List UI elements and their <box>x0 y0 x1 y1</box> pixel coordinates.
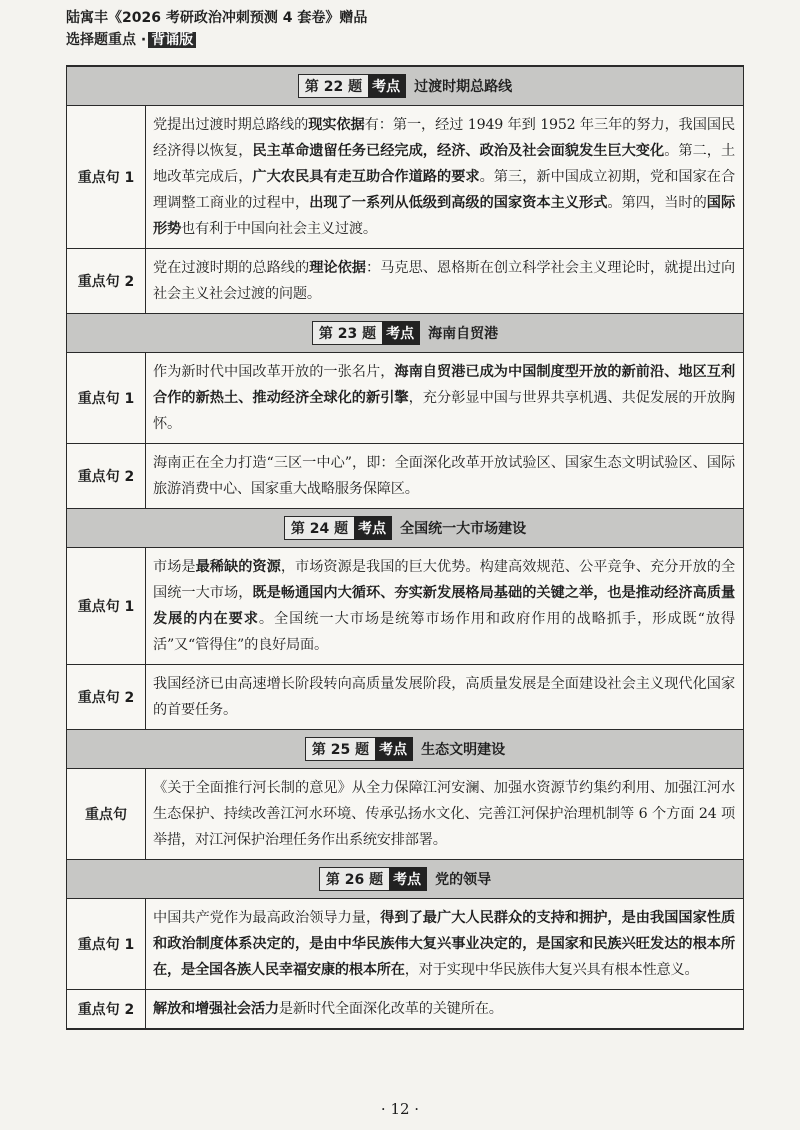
row-label: 重点句 1 <box>67 899 146 989</box>
text-segment: 我国经济已由高速增长阶段转向高质量发展阶段，高质量发展是全面建设社会主义现代化国家的首要任务。 <box>153 676 735 718</box>
subtitle-text: 选择题重点 · <box>66 32 147 48</box>
text-segment: 。第四，当时的 <box>607 195 707 211</box>
exam-point-tag: 考点 <box>354 516 392 540</box>
section-topic: 党的领导 <box>435 872 492 888</box>
table-row <box>67 444 743 509</box>
document-title: 陆寓丰《2026 考研政治冲刺预测 4 套卷》赠品 <box>66 10 368 26</box>
text-segment: ：马克思、恩格斯在创立科学社会主义理论时，就提出过向社会主义社会过渡的问题。 <box>153 260 735 302</box>
text-segment: 《关于全面推行河长制的意见》从全力保障江河安澜、加强水资源节约集约利用、加强江河水生态保护、持续改善江河水环境、传承弘扬水文化、完善江河保护治理机制等 6 个方面 24 项举措，对江河保护治理任务作出系统安排部署。 <box>153 780 735 848</box>
text-segment: 。第二，土地改革完成后， <box>153 143 735 185</box>
table-row <box>67 106 743 249</box>
emphasized-text: 解放和增强社会活力 <box>153 1001 279 1017</box>
row-text <box>146 899 743 989</box>
text-segment: ，市场资源是我国的巨大优势。构建高效规范、公平竞争、充分开放的全国统一大市场， <box>153 559 735 601</box>
text-segment: ，对于实现中华民族伟大复兴具有根本性意义。 <box>404 962 699 978</box>
row-label: 重点句 1 <box>67 106 146 248</box>
row-label: 重点句 2 <box>67 249 146 313</box>
row-text <box>146 353 743 443</box>
question-number: 第 22 题 <box>298 74 369 98</box>
page-header <box>66 8 367 50</box>
row-text <box>146 444 743 508</box>
text-segment: 是新时代全面深化改革的关键所在。 <box>278 1001 503 1017</box>
exam-point-tag: 考点 <box>368 74 406 98</box>
emphasized-text: 出现了一系列从低级到高级的国家资本主义形式 <box>309 195 608 211</box>
table-row <box>67 769 743 860</box>
emphasized-text: 得到了最广大人民群众的支持和拥护，是由我国国家性质和政治制度体系决定的，是由中华民族伟大复兴事业决定的，是国家和民族兴旺发达的根本所在，是全国各族人民幸福安康的根本所在 <box>153 910 735 978</box>
row-label: 重点句 2 <box>67 444 146 508</box>
section-header <box>67 314 743 353</box>
table-row <box>67 548 743 665</box>
section-header <box>67 730 743 769</box>
text-segment: 。全国统一大市场是统筹市场作用和政府作用的战略抓手，形成既“放得活”又“管得住”的良好局面。 <box>153 611 736 653</box>
row-label: 重点句 <box>67 769 146 859</box>
section-topic: 海南自贸港 <box>428 326 499 342</box>
emphasized-text: 海南自贸港已成为中国制度型开放的新前沿、地区互利合作的新热土、推动经济全球化的新引擎 <box>153 364 735 406</box>
row-text <box>146 548 743 664</box>
text-segment: 中国共产党作为最高政治领导力量， <box>153 910 381 926</box>
section-topic: 过渡时期总路线 <box>414 79 513 95</box>
text-segment: 党在过渡时期的总路线的 <box>153 260 310 276</box>
section-header <box>67 67 743 106</box>
section-header <box>67 860 743 899</box>
table-row <box>67 665 743 730</box>
key-points-table <box>66 65 744 1030</box>
row-label: 重点句 2 <box>67 990 146 1028</box>
row-text <box>146 990 743 1028</box>
section-header <box>67 509 743 548</box>
question-number: 第 23 题 <box>312 321 383 345</box>
text-segment: 也有利于中国向社会主义过渡。 <box>180 221 377 237</box>
row-text <box>146 249 743 313</box>
table-row <box>67 353 743 444</box>
row-text <box>146 665 743 729</box>
exam-point-tag: 考点 <box>382 321 420 345</box>
table-row <box>67 899 743 990</box>
text-segment: 作为新时代中国改革开放的一张名片， <box>153 364 395 380</box>
emphasized-text: 既是畅通国内大循环、夯实新发展格局基础的关键之举，也是推动经济高质量发展的内在要求 <box>153 585 735 627</box>
row-label: 重点句 1 <box>67 353 146 443</box>
table-row <box>67 990 743 1028</box>
text-segment: 有：第一，经过 1949 年到 1952 年三年的努力，我国国民经济得以恢复， <box>153 117 735 159</box>
section-topic: 全国统一大市场建设 <box>400 521 527 537</box>
question-number: 第 25 题 <box>305 737 376 761</box>
text-segment: 。第三，新中国成立初期，党和国家在合理调整工商业的过程中， <box>153 169 735 211</box>
table-row <box>67 249 743 314</box>
emphasized-text: 理论依据 <box>309 260 367 276</box>
text-segment: 党提出过渡时期总路线的 <box>153 117 309 133</box>
exam-point-tag: 考点 <box>375 737 413 761</box>
emphasized-text: 民主革命遗留任务已经完成，经济、政治及社会面貌发生巨大变化 <box>252 143 665 159</box>
emphasized-text: 国际形势 <box>153 195 735 237</box>
emphasized-text: 广大农民具有走互助合作道路的要求 <box>252 169 480 185</box>
document-subtitle <box>66 30 367 50</box>
page-number: · 12 · <box>380 1100 420 1118</box>
question-number: 第 26 题 <box>319 867 390 891</box>
section-topic: 生态文明建设 <box>421 742 506 758</box>
text-segment: 市场是 <box>153 559 196 575</box>
row-label: 重点句 2 <box>67 665 146 729</box>
emphasized-text: 现实依据 <box>308 117 365 133</box>
question-number: 第 24 题 <box>284 516 355 540</box>
row-text <box>146 106 743 248</box>
text-segment: ，充分彰显中国与世界共享机遇、共促发展的开放胸怀。 <box>153 390 735 432</box>
exam-point-tag: 考点 <box>389 867 427 891</box>
row-text <box>146 769 743 859</box>
text-segment: 海南正在全力打造“三区一中心”，即：全面深化改革开放试验区、国家生态文明试验区、国际旅游消费中心、国家重大战略服务保障区。 <box>153 455 735 497</box>
emphasized-text: 最稀缺的资源 <box>195 559 281 575</box>
row-label: 重点句 1 <box>67 548 146 664</box>
edition-badge: 背诵版 <box>148 32 196 48</box>
